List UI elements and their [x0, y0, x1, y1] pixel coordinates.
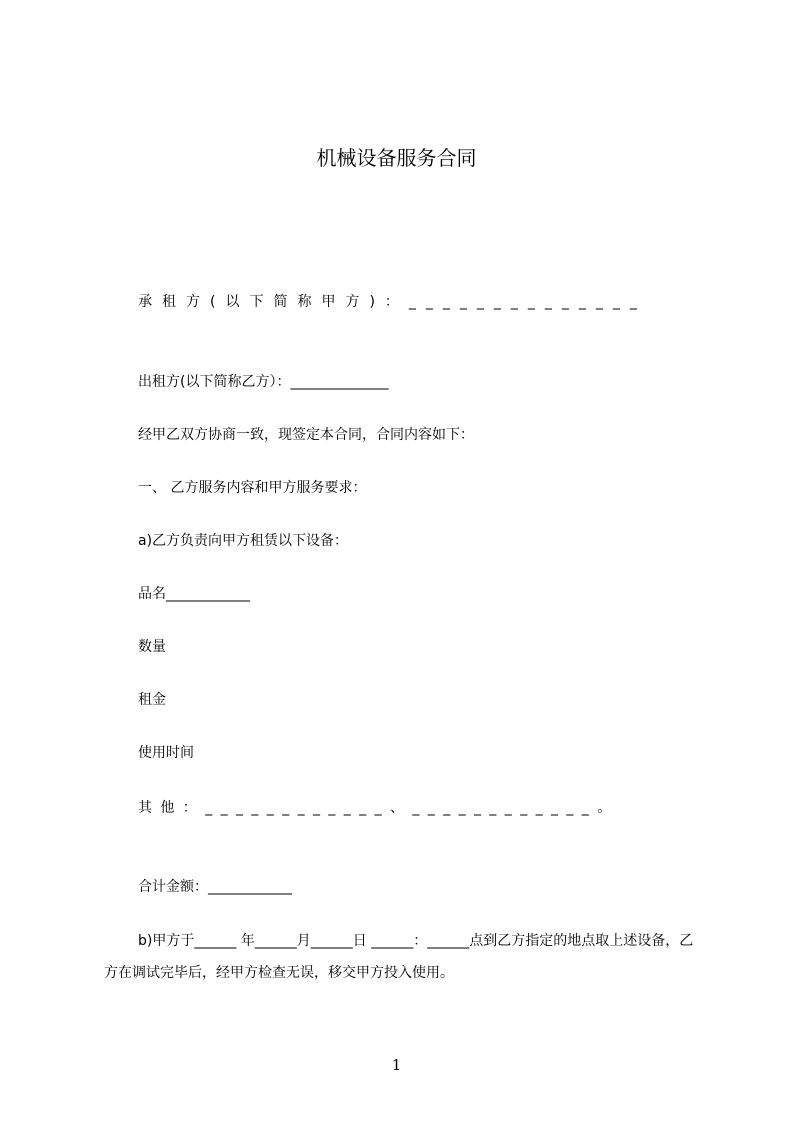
lessor-line: 出租方(以下简称乙方）：______________: [138, 374, 389, 390]
agreement-line: 经甲乙双方协商一致，现签定本合同，合同内容如下：: [138, 427, 474, 443]
field-rent: 租金: [138, 692, 166, 708]
item-b: [104, 925, 704, 989]
lessee-line: 承租方(以下简称甲方)：______________: [138, 294, 647, 310]
field-usage-time: 使用时间: [138, 745, 194, 761]
document-title: 机械设备服务合同: [316, 146, 477, 170]
item-b-text: b)甲方于______ 年______月______日 ______：______点到乙方指定的地点取上述设备，乙方在调试完毕后，经甲方检查无误，移交甲方投入使用。: [104, 933, 694, 981]
item-a: a)乙方负责向甲方租赁以下设备：: [138, 533, 349, 549]
field-quantity: 数量: [138, 639, 166, 655]
page-number: 1: [391, 1056, 402, 1074]
field-name: 品名____________: [138, 586, 250, 602]
field-total: 合计金额：____________: [138, 879, 292, 895]
section1-heading: 一、 乙方服务内容和甲方服务要求：: [138, 480, 367, 496]
field-other: 其他：____________、____________。: [138, 800, 620, 816]
